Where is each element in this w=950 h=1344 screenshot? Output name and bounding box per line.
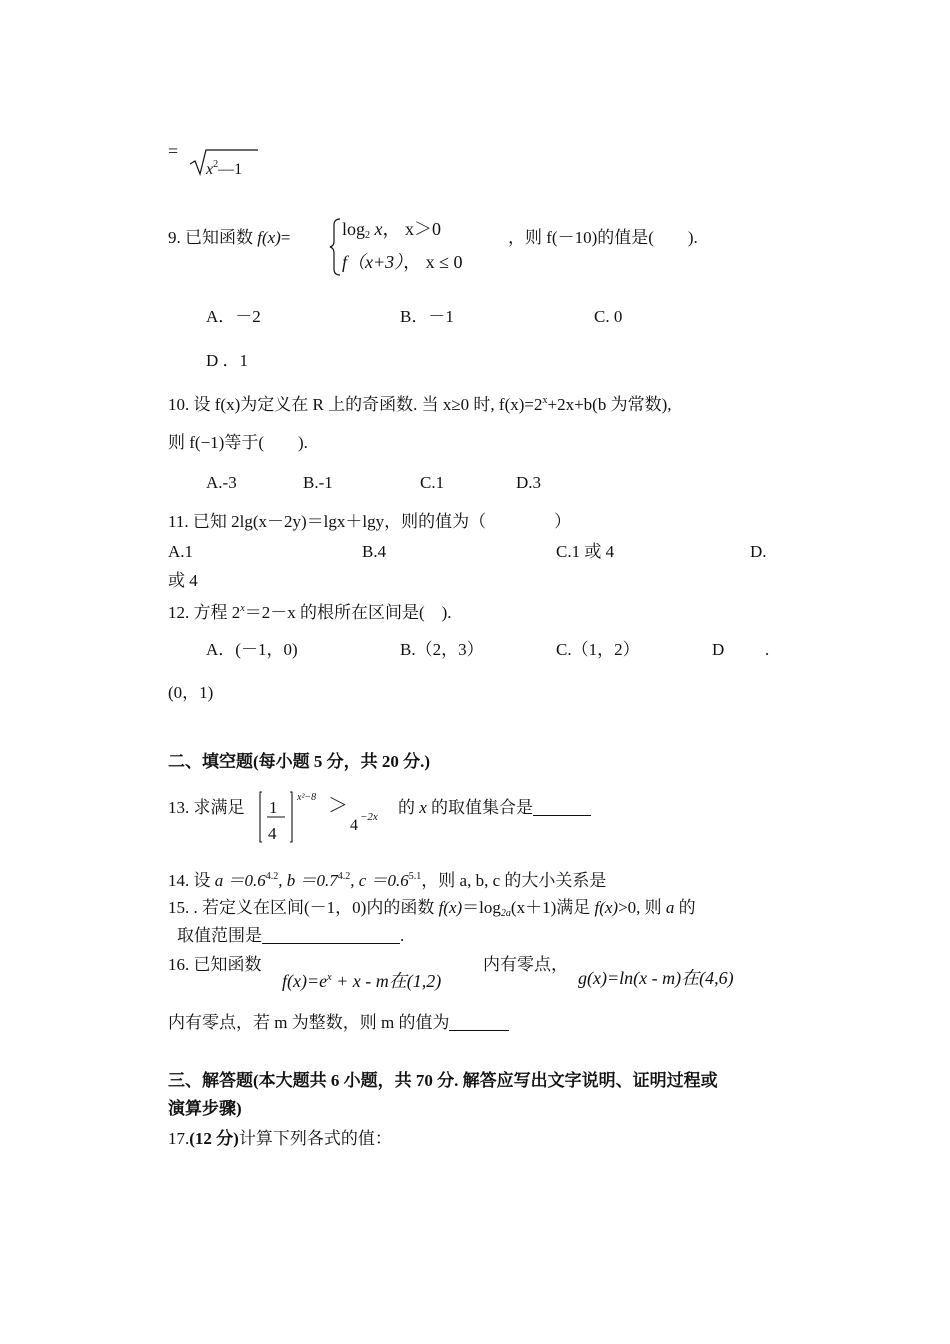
q9-eq: = bbox=[280, 228, 291, 247]
q10-line1-post: +2x+b(b 为常数), bbox=[547, 395, 672, 414]
q11-stem: 11. 已知 2lg(x－2y)＝lgx＋lgy，则的值为（ ） bbox=[168, 512, 572, 531]
q13-post bbox=[398, 797, 591, 819]
q10-line2: 则 f(−1)等于( ). bbox=[168, 433, 308, 452]
radicand-exp: 2 bbox=[213, 159, 219, 170]
equals-sign: = bbox=[168, 141, 179, 161]
q10-line1-pre: 10. 设 f(x)为定义在 R 上的奇函数. 当 x≥0 时, f(x)=2 bbox=[168, 395, 543, 414]
q9-option-a: A．－2 bbox=[206, 307, 261, 326]
q15-end: >0, 则 bbox=[618, 898, 666, 917]
q13-answer-blank[interactable] bbox=[533, 799, 591, 816]
q14-expr-b: , b ＝0.7 bbox=[278, 871, 338, 890]
q10-option-b: B.-1 bbox=[303, 473, 333, 492]
q14-pre: 14. 设 bbox=[168, 871, 211, 890]
q15-log-base: 2a bbox=[500, 908, 511, 919]
radicand bbox=[206, 154, 242, 181]
q16-g-expr: g(x)=ln(x - m)在(4,6) bbox=[578, 968, 734, 988]
q14-line bbox=[168, 866, 606, 892]
q16-f-expr-main: f(x)=e bbox=[282, 971, 328, 991]
q11-wrap: 或 4 bbox=[168, 571, 198, 590]
q13-base-exp: −2x bbox=[360, 811, 378, 823]
q9-option-d: D ．1 bbox=[206, 351, 249, 370]
q9-option-c: C. 0 bbox=[594, 307, 623, 326]
q15-line2-pre: 取值范围是 bbox=[177, 926, 262, 945]
q16-f-rest: + x - m在(1,2) bbox=[331, 971, 442, 991]
q14-post: ，则 a, b, c 的大小关系是 bbox=[421, 871, 607, 890]
q17-line bbox=[168, 1128, 392, 1150]
q15-line2 bbox=[177, 925, 404, 947]
q13-pre: 13. 求满足 bbox=[168, 798, 245, 817]
q10-option-c: C.1 bbox=[420, 473, 445, 492]
q15-post: (x＋1)满足 bbox=[510, 898, 595, 917]
q15-fx: f(x) bbox=[438, 898, 463, 917]
q9-case1 bbox=[342, 218, 441, 247]
q17-score: (12 分) bbox=[189, 1129, 239, 1148]
q12-stem-pre: 12. 方程 2 bbox=[168, 603, 241, 622]
q15-answer-blank[interactable] bbox=[262, 927, 400, 944]
q9-case1-base: 2 bbox=[365, 230, 371, 241]
q14-exp-c: 5.1 bbox=[408, 871, 422, 882]
q13-base: 4 bbox=[350, 817, 358, 834]
q9-stem-pre: 9. 已知函数 bbox=[168, 228, 253, 247]
q13-gt: ＞ bbox=[328, 795, 348, 817]
q10-option-a: A.-3 bbox=[206, 473, 237, 492]
q10-line1-sup: x bbox=[542, 395, 548, 406]
q11-option-b: B.4 bbox=[362, 542, 387, 561]
q9-case1-cond: ， x＞0 bbox=[382, 219, 442, 239]
q15-tail: 的 bbox=[674, 898, 696, 917]
section-3-title-line2: 演算步骤) bbox=[168, 1099, 242, 1118]
q10-line1 bbox=[168, 390, 671, 416]
q9-case2 bbox=[342, 251, 463, 273]
q12-option-b: B.（2，3） bbox=[400, 640, 484, 659]
q14-exp-b: 4.2 bbox=[337, 871, 351, 882]
radicand-x: x bbox=[206, 161, 214, 178]
q15-line1-pre: 15. . 若定义在区间(－1，0)内的函数 bbox=[168, 898, 439, 917]
q13-frac-num: 1 bbox=[269, 798, 278, 817]
q16-mid: 内有零点， bbox=[483, 955, 568, 974]
q15-line2-post: . bbox=[400, 926, 405, 945]
q9-fx: f(x) bbox=[257, 228, 281, 247]
section-2-title: 二、填空题(每小题 5 分，共 20 分.) bbox=[168, 752, 431, 771]
q12-option-d-dot: . bbox=[765, 640, 770, 659]
q11-option-d: D. bbox=[750, 542, 767, 561]
q12-option-c: C.（1，2） bbox=[556, 640, 640, 659]
q15-line1 bbox=[168, 897, 696, 925]
q13-post-b: 的取值集合是 bbox=[431, 798, 534, 817]
q9-case1-arg: x bbox=[374, 219, 383, 239]
q13-exp: x²−8 bbox=[297, 792, 317, 803]
q15-a: a bbox=[665, 898, 675, 917]
q16-line2-text: 内有零点，若 m 为整数，则 m 的值为 bbox=[168, 1013, 450, 1032]
q14-expr-c: , c ＝0.6 bbox=[350, 871, 409, 890]
top-fragment bbox=[168, 140, 178, 162]
section-3-title-line1: 三、解答题(本大题共 6 小题，共 70 分. 解答应写出文字说明、证明过程或 bbox=[168, 1071, 718, 1090]
q9-stem-post: ，则 f(－10)的值是( ). bbox=[508, 228, 698, 247]
q15-fx2: f(x) bbox=[594, 898, 619, 917]
q12-stem-sup: x bbox=[240, 603, 245, 614]
q15-log: ＝log bbox=[462, 898, 501, 917]
q13-frac-den: 4 bbox=[268, 824, 277, 843]
q9-option-b: B．－1 bbox=[400, 307, 454, 326]
q16-answer-blank[interactable] bbox=[449, 1014, 509, 1031]
q13-post-a: 的 bbox=[398, 798, 415, 817]
q12-option-d: D bbox=[712, 640, 725, 659]
q16-f-sup: x bbox=[327, 972, 332, 983]
q14-exp-a: 4.2 bbox=[265, 871, 279, 882]
q9-case1-log: log bbox=[342, 219, 366, 239]
q10-option-d: D.3 bbox=[516, 473, 542, 492]
q9-case2-expr: f（x+3） bbox=[342, 252, 404, 272]
radicand-rest: —1 bbox=[218, 161, 243, 178]
q16-f-expr bbox=[282, 967, 441, 992]
q17-num: 17. bbox=[168, 1129, 190, 1148]
q9-stem bbox=[168, 227, 290, 249]
q12-wrap: (0，1) bbox=[168, 683, 214, 702]
q12-stem-post: ＝2－x 的根所在区间是( ). bbox=[244, 603, 452, 622]
q13-post-x: x bbox=[419, 798, 427, 817]
q12-stem bbox=[168, 598, 452, 624]
q16-line2 bbox=[168, 1012, 509, 1034]
q12-option-a: A．(－1，0) bbox=[206, 640, 298, 659]
q11-option-a: A.1 bbox=[168, 542, 194, 561]
q9-brace bbox=[328, 217, 342, 277]
q14-expr-a: a ＝0.6 bbox=[214, 871, 266, 890]
q9-case2-cond: ， x ≤ 0 bbox=[403, 252, 463, 272]
q16-pre: 16. 已知函数 bbox=[168, 955, 262, 974]
q17-text: 计算下列各式的值： bbox=[238, 1129, 392, 1148]
q11-option-c: C.1 或 4 bbox=[556, 542, 615, 561]
